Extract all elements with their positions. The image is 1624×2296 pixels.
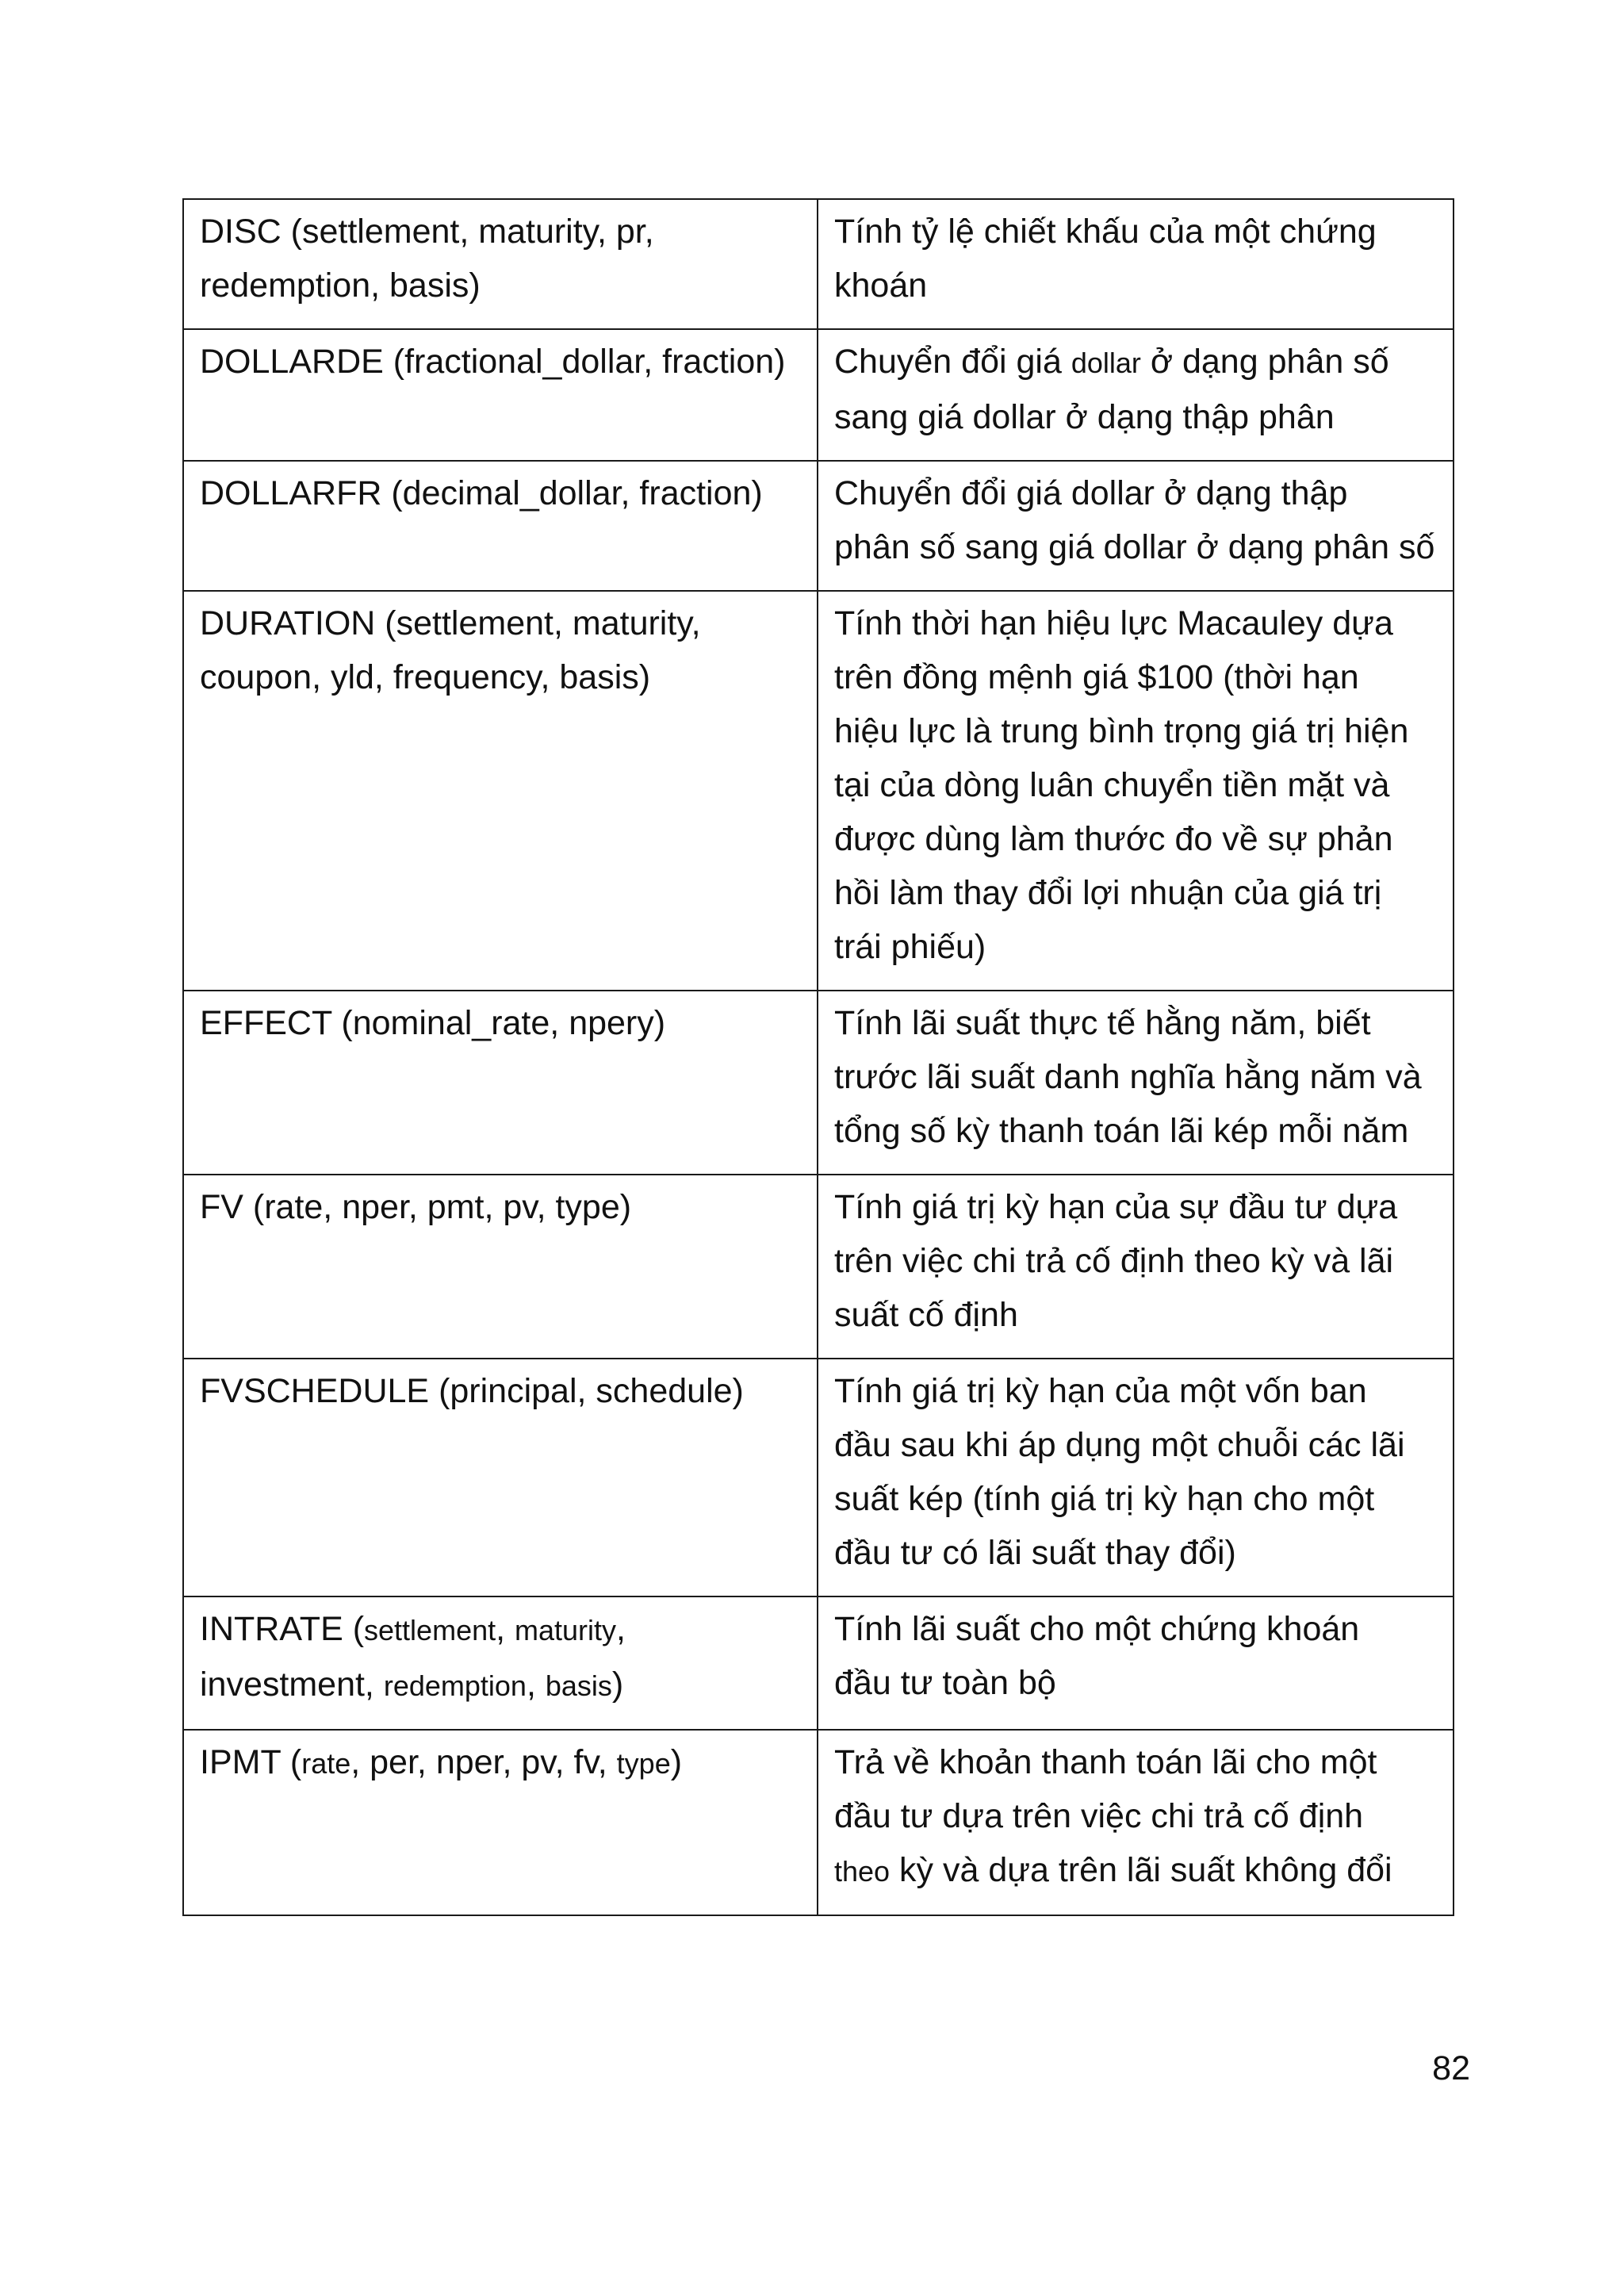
function-description-fragment: kỳ và dựa trên lãi suất không đổi — [890, 1851, 1392, 1889]
function-signature-cell — [183, 591, 818, 991]
function-description-cell — [818, 199, 1454, 329]
function-signature-text: settlement — [364, 1614, 496, 1646]
function-description-cell — [818, 461, 1454, 591]
function-signature-text: INTRATE ( — [200, 1610, 365, 1648]
function-description-cell — [818, 1730, 1454, 1915]
function-description-text: Tính lãi suất cho một chứng khoán đầu tư toàn bộ — [834, 1610, 1360, 1702]
function-signature-text: , — [496, 1610, 515, 1648]
function-signature-cell — [183, 329, 818, 461]
function-signature-text: ) — [670, 1743, 683, 1781]
function-signature-text: IPMT ( — [200, 1743, 302, 1781]
function-description-cell — [818, 1596, 1454, 1730]
table-row — [183, 1596, 1454, 1730]
function-signature-text: FV (rate, nper, pmt, pv, type) — [200, 1188, 632, 1226]
table-row — [183, 1175, 1454, 1359]
function-signature-cell — [183, 1359, 818, 1596]
function-signature-text: DOLLARFR (decimal_dollar, fraction) — [200, 474, 763, 512]
function-signature-text: , per, nper, pv, fv, — [350, 1743, 617, 1781]
function-description-cell — [818, 1175, 1454, 1359]
function-description-text — [834, 335, 1438, 444]
function-description-cell — [818, 991, 1454, 1175]
function-signature-text: , — [526, 1665, 546, 1704]
table-row — [183, 991, 1454, 1175]
function-description-fragment: Chuyển đổi giá — [834, 343, 1071, 381]
table-row — [183, 199, 1454, 329]
function-signature-cell — [183, 1175, 818, 1359]
function-signature-text: redemption — [383, 1669, 527, 1702]
function-signature-text: , investment, — [200, 1610, 626, 1704]
function-description-fragment: Trả về khoản thanh toán lãi cho một đầu tư dựa trên việc chi trả cố định — [834, 1743, 1377, 1835]
function-description-fragment: dollar — [1071, 347, 1141, 379]
table-row — [183, 1359, 1454, 1596]
function-signature-text: type — [616, 1747, 671, 1780]
financial-functions-table — [182, 198, 1454, 1916]
table-body — [183, 199, 1454, 1915]
function-description-text: Tính thời hạn hiệu lực Macauley dựa trên đồng mệnh giá $100 (thời hạn hiệu lực là trung bình trọng giá trị hiện tại của dòng luân chuyển tiền mặt và được dùng làm thước đo về sự phản hồi làm thay đổi lợi nhuận của giá trị trái phiếu) — [834, 604, 1409, 966]
table-row — [183, 461, 1454, 591]
function-signature-cell — [183, 1730, 818, 1915]
function-description-cell — [818, 1359, 1454, 1596]
function-description-text: Tính tỷ lệ chiết khấu của một chứng khoán — [834, 213, 1377, 305]
function-signature-text: rate — [301, 1747, 351, 1780]
function-description-text: Tính giá trị kỳ hạn của một vốn ban đầu sau khi áp dụng một chuỗi các lãi suất kép (tính giá trị kỳ hạn cho một đầu tư có lãi suất thay đổi) — [834, 1372, 1405, 1572]
function-signature-text: DISC (settlement, maturity, pr, redemption, basis) — [200, 213, 654, 305]
table-row — [183, 591, 1454, 991]
function-description-fragment: theo — [834, 1855, 891, 1888]
function-description-cell — [818, 591, 1454, 991]
function-description-fragment: ở dạng phân số sang giá dollar ở dạng thập phân — [834, 343, 1389, 436]
table-row — [183, 329, 1454, 461]
function-signature-text: EFFECT (nominal_rate, npery) — [200, 1004, 666, 1042]
function-description-text: Tính giá trị kỳ hạn của sự đầu tư dựa trên việc chi trả cố định theo kỳ và lãi suất cố định — [834, 1188, 1398, 1334]
function-signature-cell — [183, 991, 818, 1175]
function-signature-text: basis — [545, 1669, 612, 1702]
function-signature-cell — [183, 461, 818, 591]
function-signature-text: maturity — [515, 1614, 617, 1646]
function-description-text: Chuyển đổi giá dollar ở dạng thập phân số sang giá dollar ở dạng phân số — [834, 474, 1435, 566]
function-signature-text: DOLLARDE (fractional_dollar, fraction) — [200, 343, 786, 381]
function-description-text — [834, 1735, 1438, 1899]
function-signature-text: ) — [611, 1665, 624, 1704]
function-signature-text: DURATION (settlement, maturity, coupon, yld, frequency, basis) — [200, 604, 701, 696]
function-signature-cell — [183, 1596, 818, 1730]
table-row — [183, 1730, 1454, 1915]
page-number: 82 — [1432, 2049, 1470, 2087]
function-signature-cell — [183, 199, 818, 329]
function-description-text: Tính lãi suất thực tế hằng năm, biết trước lãi suất danh nghĩa hằng năm và tổng số kỳ thanh toán lãi kép mỗi năm — [834, 1004, 1422, 1150]
function-description-cell — [818, 329, 1454, 461]
function-signature-text: FVSCHEDULE (principal, schedule) — [200, 1372, 744, 1410]
